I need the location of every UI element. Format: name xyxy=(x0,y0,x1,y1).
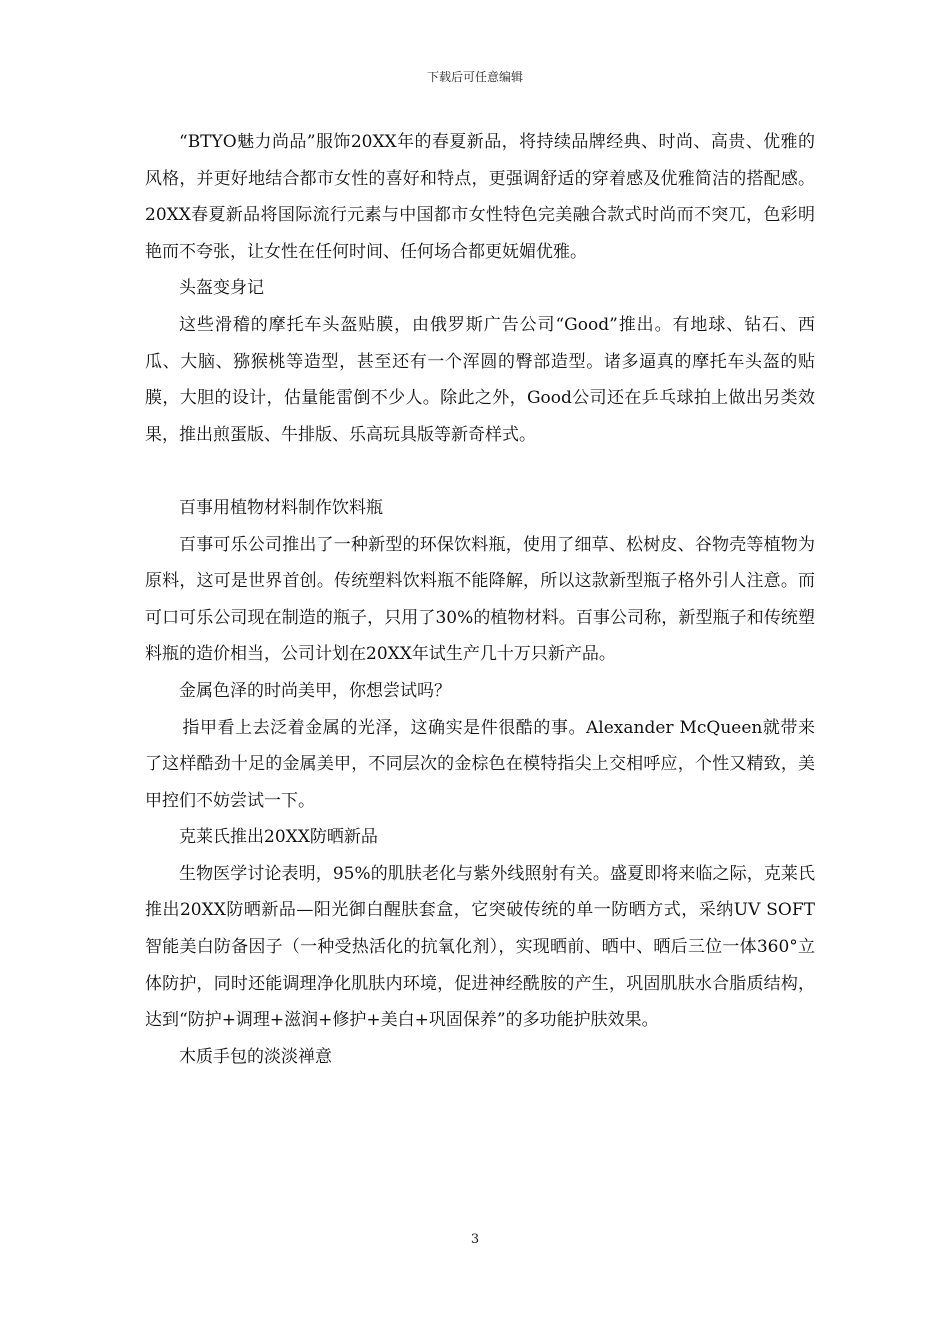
sunscreen-paragraph: 生物医学讨论表明，95%的肌肤老化与紫外线照射有关。盛夏即将来临之际，克莱氏推出20XX防晒新品—阳光御白醒肤套盒，它突破传统的单一防晒方式，采纳UV SOFT智能美白防备因子（一种受热活化的抗氧化剂），实现晒前、晒中、晒后三位一体360°立体防护，同时还能调理净化肌肤内环境，促进神经酰胺的产生，巩固肌肤水合脂质结构，达到“防护+调理+滋润+修护+美白+巩固保养”的多功能护肤效果。 xyxy=(145,863,815,1031)
document-body xyxy=(145,124,815,1075)
nails-paragraph: 指甲看上去泛着金属的光泽，这确实是件很酷的事。Alexander McQueen就带来了这样酷劲十足的金属美甲，不同层次的金棕色在模特指尖上交相呼应，个性又精致，美甲控们不妨尝试一下。 xyxy=(145,717,815,811)
section-heading-helmet: 头盔变身记 xyxy=(179,278,264,299)
page-header: 下载后可任意编辑 xyxy=(426,70,523,84)
page-number: 3 xyxy=(470,1232,480,1247)
section-heading-pepsi: 百事用植物材料制作饮料瓶 xyxy=(179,497,383,518)
intro-paragraph: “BTYO魅力尚品”服饰20XX年的春夏新品，将持续品牌经典、时尚、高贵、优雅的风格，并更好地结合都市女性的喜好和特点，更强调舒适的穿着感及优雅简洁的搭配感。20XX春夏新品将国际流行元素与中国都市女性特色完美融合款式时尚而不突兀，色彩明艳而不夸张，让女性在任何时间、任何场合都更妩媚优雅。 xyxy=(145,132,815,262)
section-heading-sunscreen: 克莱氏推出20XX防晒新品 xyxy=(179,827,378,848)
section-heading-nails: 金属色泽的时尚美甲，你想尝试吗？ xyxy=(179,680,451,701)
pepsi-paragraph: 百事可乐公司推出了一种新型的环保饮料瓶，使用了细草、松树皮、谷物壳等植物为原料，这可是世界首创。传统塑料饮料瓶不能降解，所以这款新型瓶子格外引人注意。而可口可乐公司现在制造的瓶子，只用了30%的植物材料。百事公司称，新型瓶子和传统塑料瓶的造价相当，公司计划在20XX年试生产几十万只新产品。 xyxy=(145,534,815,665)
helmet-paragraph: 这些滑稽的摩托车头盔贴膜，由俄罗斯广告公司“Good”推出。有地球、钻石、西瓜、大脑、猕猴桃等造型，甚至还有一个浑圆的臀部造型。诸多逼真的摩托车头盔的贴膜，大胆的设计，估量能雷倒不少人。除此之外，Good公司还在乒乓球拍上做出另类效果，推出煎蛋版、牛排版、乐高玩具版等新奇样式。 xyxy=(145,314,815,445)
section-heading-wooden-bag: 木质手包的淡淡禅意 xyxy=(179,1046,332,1067)
